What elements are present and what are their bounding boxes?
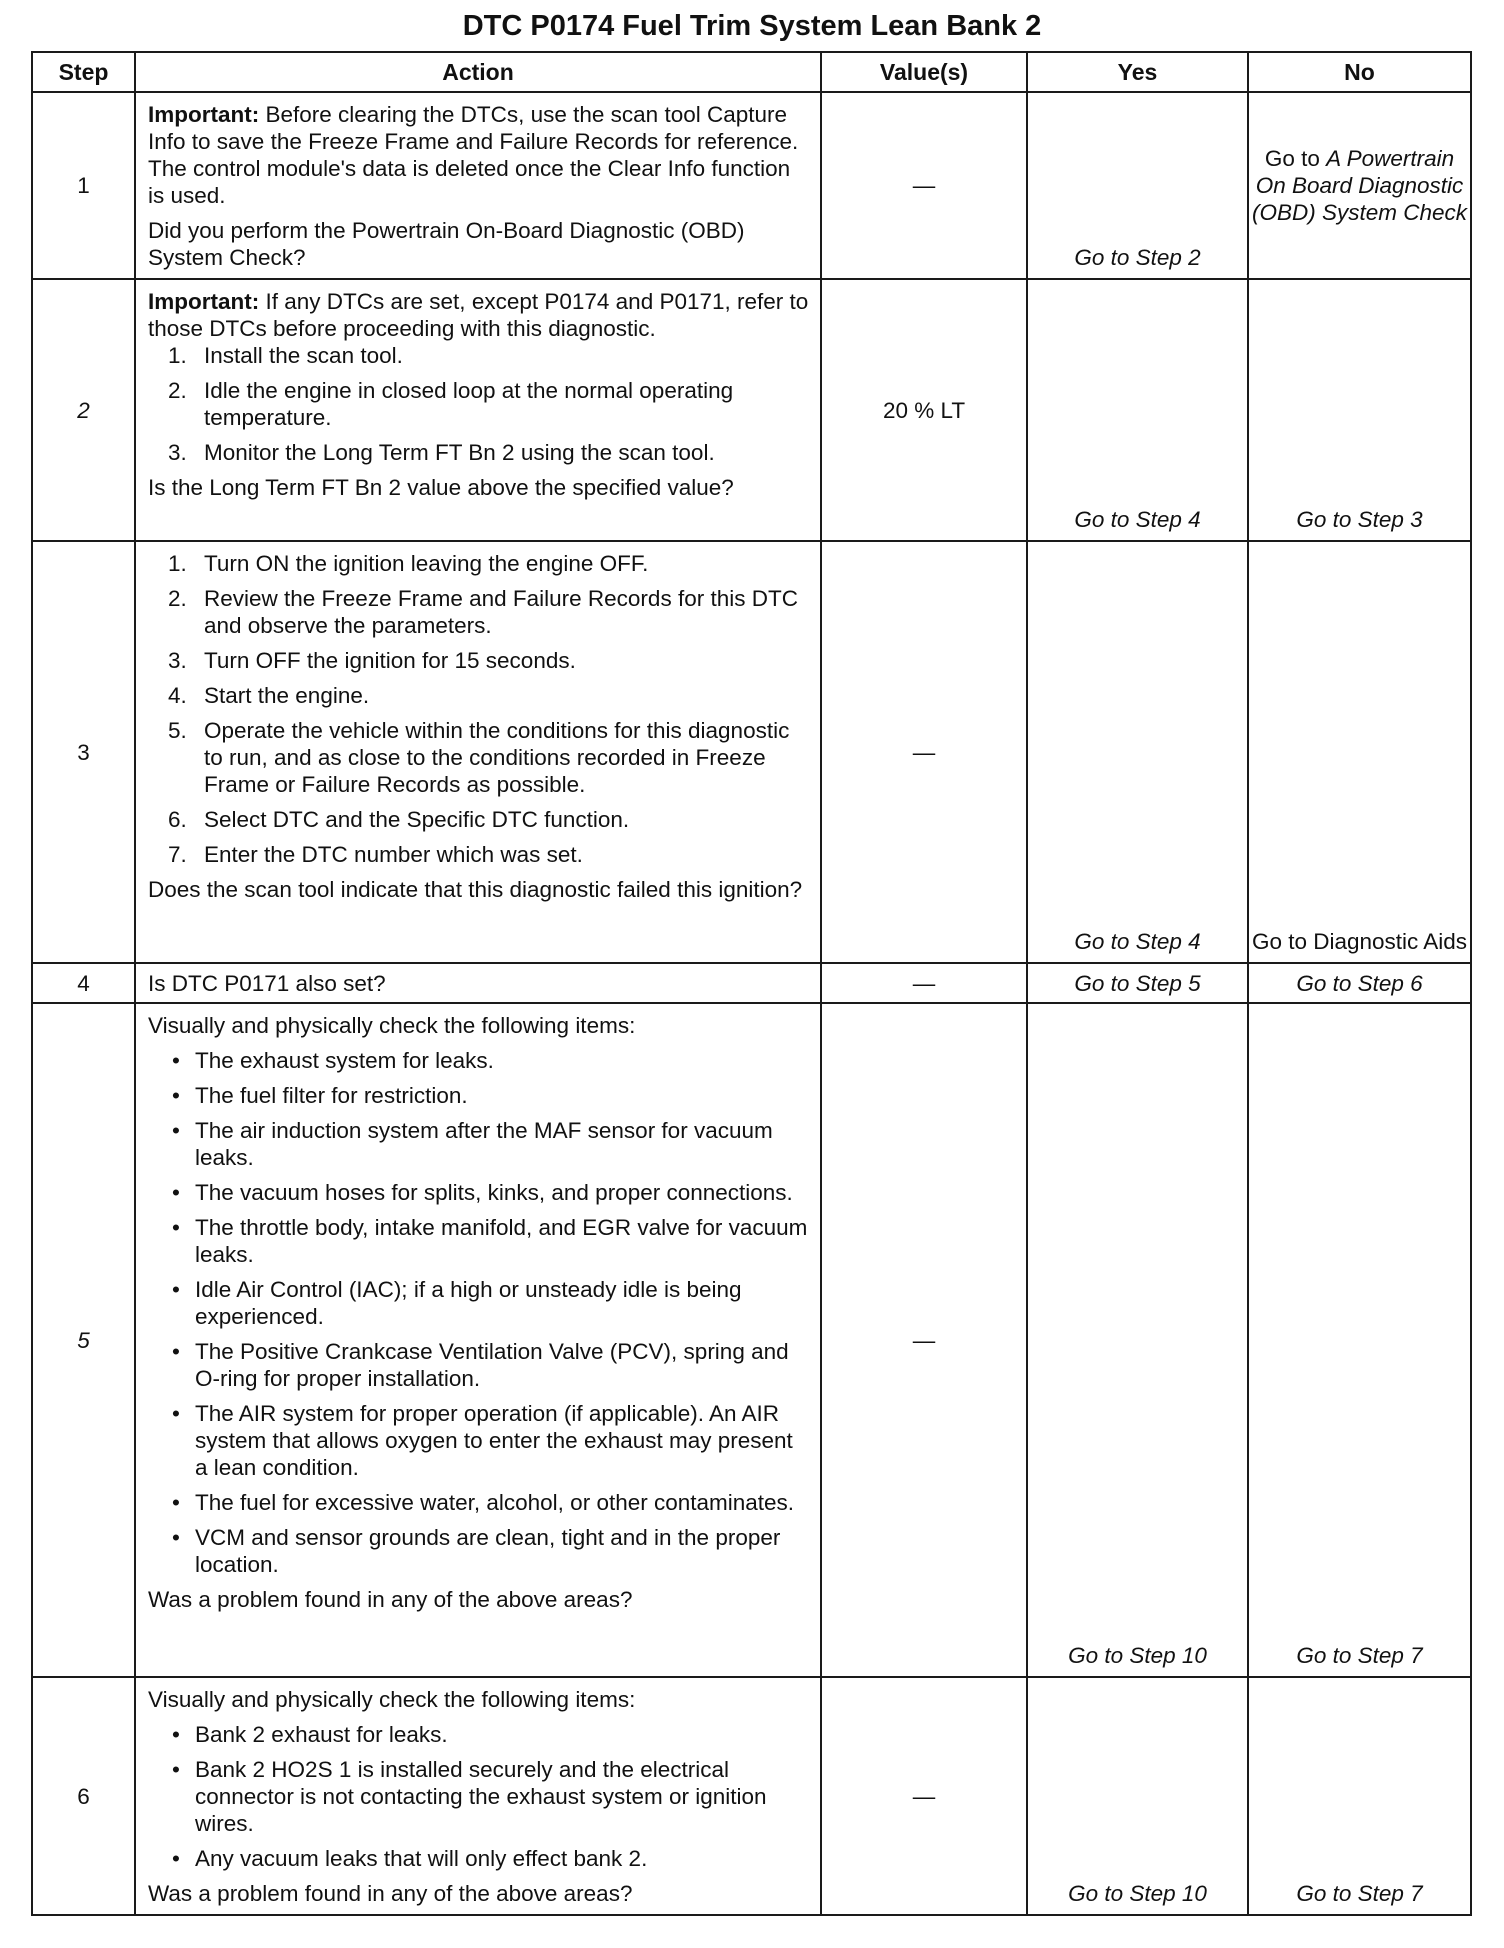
step-question: Was a problem found in any of the above areas?	[148, 1587, 633, 1612]
important-note	[148, 288, 810, 342]
step-number: 5	[32, 1003, 135, 1677]
no-cell: Go to Step 6	[1248, 963, 1471, 1003]
step-question: Does the scan tool indicate that this diagnostic failed this ignition?	[148, 877, 803, 902]
step-number: 3	[32, 541, 135, 963]
yes-cell: Go to Step 4	[1027, 541, 1248, 963]
procedure-list	[148, 550, 810, 868]
check-list	[148, 1047, 810, 1578]
list-item: 1. Turn ON the ignition leaving the engine OFF.	[168, 551, 649, 576]
step-number: 6	[32, 1677, 135, 1915]
list-item: 7. Enter the DTC number which was set.	[168, 842, 583, 867]
table-row	[32, 1003, 1471, 1677]
important-text: If any DTCs are set, except P0174 and P0171, refer to those DTCs before proceeding with this diagnostic.	[148, 289, 809, 341]
action-cell	[135, 1677, 821, 1915]
list-item: • The AIR system for proper operation (if applicable). An AIR system that allows oxygen to enter the exhaust may present a lean condition.	[172, 1401, 793, 1480]
procedure-list	[148, 342, 810, 466]
no-cell: Go to Step 3	[1248, 279, 1471, 541]
table-header-row	[32, 52, 1471, 92]
check-intro: Visually and physically check the following items:	[148, 1013, 636, 1038]
list-item: • The fuel filter for restriction.	[172, 1083, 468, 1108]
list-item: • The exhaust system for leaks.	[172, 1048, 494, 1073]
no-cell: Go to Step 7	[1248, 1677, 1471, 1915]
important-text: Before clearing the DTCs, use the scan tool Capture Info to save the Freeze Frame and Failure Records for reference. The control module's data is deleted once the Clear Info function is used.	[148, 102, 799, 208]
list-item: • The Positive Crankcase Ventilation Valve (PCV), spring and O-ring for proper installation.	[172, 1339, 789, 1391]
list-item: 2. Review the Freeze Frame and Failure Records for this DTC and observe the parameters.	[168, 586, 798, 638]
value-cell: —	[821, 1003, 1027, 1677]
table-row	[32, 1677, 1471, 1915]
page-title: DTC P0174 Fuel Trim System Lean Bank 2	[462, 10, 1042, 42]
header-step: Step	[32, 52, 135, 92]
list-item: • Bank 2 HO2S 1 is installed securely and the electrical connector is not contacting the exhaust system or ignition wires.	[172, 1757, 767, 1836]
list-item: • The vacuum hoses for splits, kinks, and proper connections.	[172, 1180, 793, 1205]
check-list	[148, 1721, 810, 1872]
header-yes: Yes	[1027, 52, 1248, 92]
list-item: • Idle Air Control (IAC); if a high or unsteady idle is being experienced.	[172, 1277, 742, 1329]
step-number: 1	[32, 92, 135, 279]
table-row	[32, 541, 1471, 963]
list-item: • Any vacuum leaks that will only effect bank 2.	[172, 1846, 648, 1871]
yes-cell: Go to Step 4	[1027, 279, 1248, 541]
step-question: Was a problem found in any of the above areas?	[148, 1881, 633, 1906]
no-cell	[1248, 92, 1471, 279]
action-cell	[135, 92, 821, 279]
list-item: 1. Install the scan tool.	[168, 343, 403, 368]
yes-cell: Go to Step 2	[1027, 92, 1248, 279]
value-cell: —	[821, 541, 1027, 963]
list-item: • Bank 2 exhaust for leaks.	[172, 1722, 448, 1747]
value-cell: —	[821, 963, 1027, 1003]
action-cell	[135, 279, 821, 541]
list-item: 2. Idle the engine in closed loop at the normal operating temperature.	[168, 378, 734, 430]
diagnostic-table	[31, 51, 1472, 1916]
step-number: 4	[32, 963, 135, 1003]
no-cell: Go to Step 7	[1248, 1003, 1471, 1677]
no-cell: Go to Diagnostic Aids	[1248, 541, 1471, 963]
yes-cell: Go to Step 10	[1027, 1003, 1248, 1677]
value-cell: 20 % LT	[821, 279, 1027, 541]
step-question: Is the Long Term FT Bn 2 value above the specified value?	[148, 475, 734, 500]
action-cell	[135, 1003, 821, 1677]
table-row	[32, 92, 1471, 279]
list-item: • The throttle body, intake manifold, and EGR valve for vacuum leaks.	[172, 1215, 808, 1267]
value-cell: —	[821, 1677, 1027, 1915]
step-question: Did you perform the Powertrain On-Board Diagnostic (OBD) System Check?	[148, 218, 745, 270]
list-item: 4. Start the engine.	[168, 683, 370, 708]
list-item: • The air induction system after the MAF sensor for vacuum leaks.	[172, 1118, 773, 1170]
yes-cell: Go to Step 5	[1027, 963, 1248, 1003]
important-note	[148, 101, 810, 209]
list-item: 3. Turn OFF the ignition for 15 seconds.	[168, 648, 576, 673]
step-number: 2	[32, 279, 135, 541]
header-action: Action	[135, 52, 821, 92]
header-no: No	[1248, 52, 1471, 92]
value-cell: —	[821, 92, 1027, 279]
list-item: 3. Monitor the Long Term FT Bn 2 using the scan tool.	[168, 440, 715, 465]
yes-cell: Go to Step 10	[1027, 1677, 1248, 1915]
header-values: Value(s)	[821, 52, 1027, 92]
action-cell	[135, 541, 821, 963]
table-row	[32, 963, 1471, 1003]
step-question: Is DTC P0171 also set?	[135, 963, 821, 1003]
list-item: • The fuel for excessive water, alcohol, or other contaminates.	[172, 1490, 795, 1515]
table-row	[32, 279, 1471, 541]
no-link-text: A Powertrain On Board Diagnostic (OBD) System Check	[1251, 146, 1468, 225]
list-item: 6. Select DTC and the Specific DTC function.	[168, 807, 630, 832]
list-item: 5. Operate the vehicle within the conditions for this diagnostic to run, and as close to the conditions recorded in Freeze Frame or Failure Records as possible.	[168, 718, 790, 797]
important-label: Important:	[148, 102, 260, 127]
check-intro: Visually and physically check the following items:	[148, 1687, 636, 1712]
list-item: • VCM and sensor grounds are clean, tight and in the proper location.	[172, 1525, 781, 1577]
no-prefix: Go to	[1264, 146, 1327, 171]
important-label: Important:	[148, 289, 260, 314]
